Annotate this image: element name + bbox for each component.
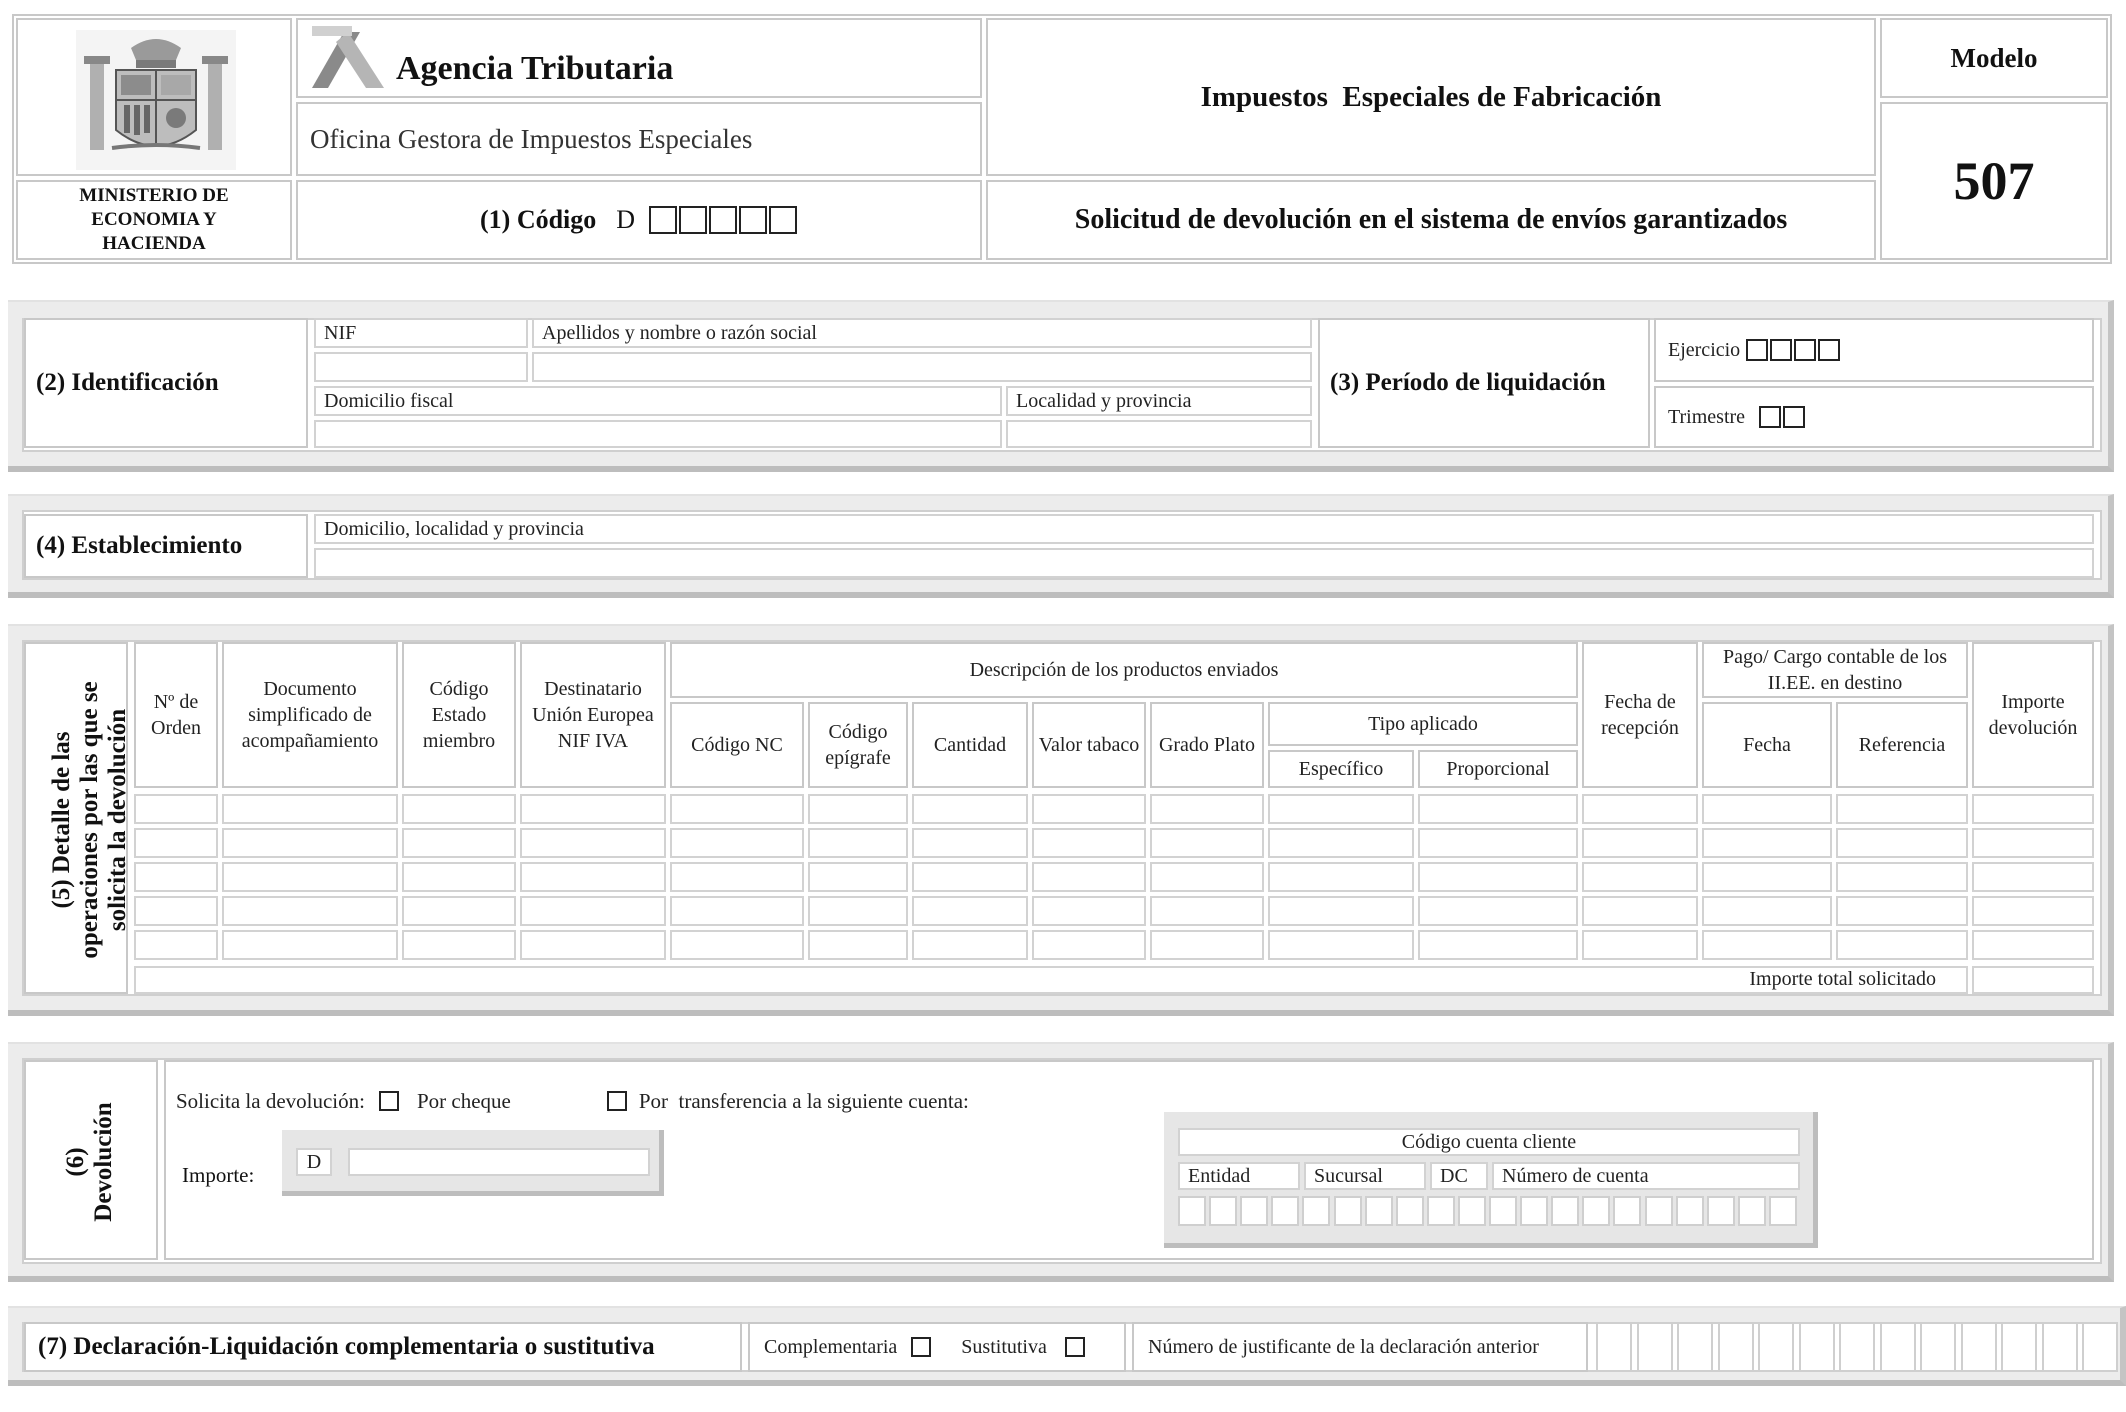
coat-of-arms-icon <box>76 30 236 170</box>
detalle-cell[interactable] <box>1702 896 1832 926</box>
complementaria-options <box>748 1322 1126 1372</box>
establecimiento-title: (4) Establecimiento <box>36 532 243 559</box>
detalle-cell[interactable] <box>134 862 218 892</box>
detalle-cell[interactable] <box>912 930 1028 960</box>
cuenta-digit[interactable] <box>1365 1196 1393 1226</box>
detalle-cell[interactable] <box>1150 794 1264 824</box>
importe-field[interactable] <box>348 1148 650 1176</box>
nif-label-box <box>314 318 528 348</box>
col-documento: Documento simplificado de acompañamiento <box>222 642 398 788</box>
total-field[interactable] <box>1972 966 2094 994</box>
detalle-cell[interactable] <box>402 794 516 824</box>
establecimiento-band <box>8 494 2114 598</box>
ejercicio-digit-4[interactable] <box>1818 339 1840 361</box>
agency-name: Agencia Tributaria <box>396 50 674 87</box>
detalle-cell[interactable] <box>402 862 516 892</box>
cuenta-digit[interactable] <box>1427 1196 1455 1226</box>
nombre-field[interactable] <box>532 352 1312 382</box>
detalle-cell[interactable] <box>1972 828 2094 858</box>
detalle-cell[interactable] <box>222 896 398 926</box>
dc-label: DC <box>1430 1162 1488 1190</box>
detalle-cell[interactable] <box>912 862 1028 892</box>
total-label-box <box>134 966 1968 994</box>
detalle-cell[interactable] <box>1268 794 1414 824</box>
detalle-cell[interactable] <box>912 896 1028 926</box>
col-cantidad: Cantidad <box>912 702 1028 788</box>
form-subtitle: Solicitud de devolución en el sistema de envíos garantizados <box>1074 204 1788 235</box>
col-importe: Importe devolución <box>1972 642 2094 788</box>
col-orden: Nº de Orden <box>134 642 218 788</box>
detalle-cell[interactable] <box>1582 930 1698 960</box>
establecimiento-field[interactable] <box>314 548 2094 578</box>
modelo-number: 507 <box>1953 151 2035 211</box>
detalle-cell[interactable] <box>1032 794 1146 824</box>
detalle-cell[interactable] <box>1150 828 1264 858</box>
detalle-cell[interactable] <box>808 862 908 892</box>
col-nc: Código NC <box>670 702 804 788</box>
cuenta-digit[interactable] <box>1396 1196 1424 1226</box>
localidad-field[interactable] <box>1006 420 1312 448</box>
entidad-label: Entidad <box>1178 1162 1300 1190</box>
detalle-cell[interactable] <box>1268 862 1414 892</box>
justificante-digit[interactable] <box>1758 1322 1794 1372</box>
cuenta-digit[interactable] <box>1582 1196 1610 1226</box>
detalle-cell[interactable] <box>1032 896 1146 926</box>
cuenta-digit[interactable] <box>1209 1196 1237 1226</box>
justificante-digit[interactable] <box>1880 1322 1916 1372</box>
devolucion-title-line-1: (6) <box>62 1147 89 1177</box>
detalle-cell[interactable] <box>912 794 1028 824</box>
ejercicio-digit-3[interactable] <box>1794 339 1816 361</box>
detalle-cell[interactable] <box>1418 862 1578 892</box>
detalle-cell[interactable] <box>1150 930 1264 960</box>
detalle-cell[interactable] <box>134 794 218 824</box>
office-name: Oficina Gestora de Impuestos Especiales <box>310 123 753 154</box>
detalle-cell[interactable] <box>1032 862 1146 892</box>
detalle-cell[interactable] <box>402 896 516 926</box>
devolucion-section <box>24 1060 158 1260</box>
transferencia-checkbox[interactable] <box>607 1091 627 1111</box>
importe-prefix: D <box>296 1148 332 1176</box>
cuenta-frame <box>1164 1112 1818 1248</box>
modelo-number-box <box>1880 102 2108 260</box>
detalle-cell[interactable] <box>1702 862 1832 892</box>
col-epigrafe: Código epígrafe <box>808 702 908 788</box>
form-title: Impuestos Especiales de Fabricación <box>1200 80 1662 113</box>
justificante-digit[interactable] <box>2042 1322 2078 1372</box>
importe-label: Importe: <box>182 1163 255 1187</box>
cuenta-digit[interactable] <box>1769 1196 1797 1226</box>
title-box <box>986 18 1876 176</box>
detalle-cell[interactable] <box>520 794 666 824</box>
detalle-cell[interactable] <box>1268 896 1414 926</box>
cheque-label: Por cheque <box>416 1088 511 1113</box>
col-valor: Valor tabaco <box>1032 702 1146 788</box>
cuenta-digit[interactable] <box>1334 1196 1362 1226</box>
detalle-cell[interactable] <box>912 828 1028 858</box>
periodo-title: (3) Período de liquidación <box>1330 369 1606 396</box>
cuenta-digit[interactable] <box>1738 1196 1766 1226</box>
nombre-label-box <box>532 318 1312 348</box>
detalle-cell[interactable] <box>520 896 666 926</box>
detalle-cell[interactable] <box>808 828 908 858</box>
trimestre-box <box>1654 386 2094 448</box>
office-box <box>296 102 982 176</box>
trimestre-digit-2[interactable] <box>1783 406 1805 428</box>
cuenta-digit[interactable] <box>1676 1196 1704 1226</box>
detalle-cell[interactable] <box>1150 896 1264 926</box>
col-grado: Grado Plato <box>1150 702 1264 788</box>
detalle-cell[interactable] <box>1702 930 1832 960</box>
detalle-title-line-3: solicita la devolución <box>104 708 131 932</box>
sucursal-label: Sucursal <box>1304 1162 1426 1190</box>
coat-of-arms-box <box>16 18 292 176</box>
complementaria-checkbox[interactable] <box>911 1337 931 1357</box>
detalle-cell[interactable] <box>1836 930 1968 960</box>
ejercicio-digit-1[interactable] <box>1746 339 1768 361</box>
justificante-digit[interactable] <box>1799 1322 1835 1372</box>
trimestre-label: Trimestre <box>1668 405 1746 428</box>
cuenta-digit[interactable] <box>1178 1196 1206 1226</box>
detalle-cell[interactable] <box>670 794 804 824</box>
detalle-cell[interactable] <box>1032 828 1146 858</box>
detalle-cell[interactable] <box>222 794 398 824</box>
col-referencia: Referencia <box>1836 702 1968 788</box>
complementaria-section <box>24 1322 742 1372</box>
detalle-cell[interactable] <box>1836 862 1968 892</box>
localidad-label-box <box>1006 386 1312 416</box>
devolucion-solicita-row <box>176 1086 969 1116</box>
justificante-digit[interactable] <box>1677 1322 1713 1372</box>
domicilio-field[interactable] <box>314 420 1002 448</box>
detalle-cell[interactable] <box>1582 794 1698 824</box>
identificacion-title: (2) Identificación <box>36 369 219 396</box>
detalle-cell[interactable] <box>402 930 516 960</box>
col-proporcional: Proporcional <box>1418 750 1578 788</box>
detalle-cell[interactable] <box>1268 930 1414 960</box>
codigo-label: (1) Código <box>480 205 597 234</box>
justificante-digit[interactable] <box>1637 1322 1673 1372</box>
col-estado: Código Estado miembro <box>402 642 516 788</box>
detalle-cell[interactable] <box>1418 930 1578 960</box>
justificante-label: Número de justificante de la declaración anterior <box>1148 1335 1539 1358</box>
cuenta-digit[interactable] <box>1645 1196 1673 1226</box>
codigo-box <box>296 180 982 260</box>
detalle-cell[interactable] <box>670 862 804 892</box>
detalle-cell[interactable] <box>222 828 398 858</box>
codigo-digit-2[interactable] <box>679 206 707 234</box>
detalle-cell[interactable] <box>1150 862 1264 892</box>
col-destinatario: Destinatario Unión Europea NIF IVA <box>520 642 666 788</box>
detalle-cell[interactable] <box>1582 896 1698 926</box>
detalle-cell[interactable] <box>1702 828 1832 858</box>
nif-field[interactable] <box>314 352 528 382</box>
cuenta-title: Código cuenta cliente <box>1178 1128 1800 1156</box>
detalle-cell[interactable] <box>134 896 218 926</box>
detalle-cell[interactable] <box>1836 828 1968 858</box>
col-pago: Pago/ Cargo contable de los II.EE. en destino <box>1702 642 1968 698</box>
detalle-cell[interactable] <box>808 794 908 824</box>
detalle-cell[interactable] <box>1836 794 1968 824</box>
agency-logo-icon <box>308 22 388 92</box>
detalle-cell[interactable] <box>402 828 516 858</box>
detalle-cell[interactable] <box>222 862 398 892</box>
nombre-label: Apellidos y nombre o razón social <box>542 322 817 344</box>
col-especifico: Específico <box>1268 750 1414 788</box>
detalle-cell[interactable] <box>1582 862 1698 892</box>
localidad-label: Localidad y provincia <box>1016 390 1192 412</box>
justificante-digit[interactable] <box>1718 1322 1754 1372</box>
detalle-cell[interactable] <box>670 828 804 858</box>
cuenta-digit[interactable] <box>1707 1196 1735 1226</box>
detalle-cell[interactable] <box>808 930 908 960</box>
codigo-digit-5[interactable] <box>769 206 797 234</box>
modelo-label-box <box>1880 18 2108 98</box>
detalle-cell[interactable] <box>670 896 804 926</box>
subtitle-box <box>986 180 1876 260</box>
sustitutiva-label: Sustitutiva <box>961 1335 1047 1358</box>
establecimiento-label: Domicilio, localidad y provincia <box>324 518 584 540</box>
establecimiento-section <box>24 514 308 578</box>
modelo-label: Modelo <box>1950 42 2038 73</box>
devolucion-title-line-2: Devolución <box>90 1102 117 1222</box>
col-fecha-recepcion: Fecha de recepción <box>1582 642 1698 788</box>
nif-label: NIF <box>324 322 357 344</box>
ejercicio-box <box>1654 318 2094 382</box>
codigo-digit-4[interactable] <box>739 206 767 234</box>
cuenta-digit[interactable] <box>1551 1196 1579 1226</box>
periodo-section <box>1318 318 1650 448</box>
col-tipo: Tipo aplicado <box>1268 702 1578 746</box>
ministry-box <box>16 180 292 260</box>
justificante-digit[interactable] <box>2001 1322 2037 1372</box>
numero-label: Número de cuenta <box>1492 1162 1800 1190</box>
detalle-cell[interactable] <box>1582 828 1698 858</box>
justificante-digit[interactable] <box>1596 1322 1632 1372</box>
detalle-cell[interactable] <box>1418 896 1578 926</box>
detalle-cell[interactable] <box>1972 794 2094 824</box>
importe-frame <box>282 1130 664 1196</box>
trimestre-digit-1[interactable] <box>1759 406 1781 428</box>
solicita-label: Solicita la devolución: <box>176 1088 365 1113</box>
ejercicio-digit-2[interactable] <box>1770 339 1792 361</box>
detalle-cell[interactable] <box>1836 896 1968 926</box>
detalle-cell[interactable] <box>670 930 804 960</box>
justificante-digit[interactable] <box>1961 1322 1997 1372</box>
detalle-cell[interactable] <box>222 930 398 960</box>
col-fecha: Fecha <box>1702 702 1832 788</box>
complementaria-label: Complementaria <box>764 1335 898 1358</box>
detalle-cell[interactable] <box>134 930 218 960</box>
identificacion-section <box>24 318 308 448</box>
detalle-cell[interactable] <box>1268 828 1414 858</box>
cuenta-digit[interactable] <box>1520 1196 1548 1226</box>
detalle-cell[interactable] <box>1972 896 2094 926</box>
detalle-cell[interactable] <box>1418 828 1578 858</box>
cuenta-digit[interactable] <box>1240 1196 1268 1226</box>
agency-box <box>296 18 982 98</box>
detalle-cell[interactable] <box>808 896 908 926</box>
cuenta-digit[interactable] <box>1489 1196 1517 1226</box>
detalle-cell[interactable] <box>1418 794 1578 824</box>
justificante-box <box>1132 1322 1588 1372</box>
cuenta-digit[interactable] <box>1271 1196 1299 1226</box>
detalle-cell[interactable] <box>134 828 218 858</box>
devolucion-title <box>62 1062 122 1262</box>
codigo-row <box>480 200 797 240</box>
domicilio-label-box <box>314 386 1002 416</box>
establecimiento-label-box <box>314 514 2094 544</box>
cuenta-digit[interactable] <box>1613 1196 1641 1226</box>
detalle-title <box>48 644 131 996</box>
detalle-cell[interactable] <box>1972 862 2094 892</box>
col-descripcion: Descripción de los productos enviados <box>670 642 1578 698</box>
codigo-digit-3[interactable] <box>709 206 737 234</box>
detalle-cell[interactable] <box>520 862 666 892</box>
detalle-title-line-1: (5) Detalle de las <box>48 731 75 909</box>
domicilio-label: Domicilio fiscal <box>324 390 454 412</box>
ministry-name: MINISTERIO DE ECONOMIA Y HACIENDA <box>79 185 229 254</box>
cheque-checkbox[interactable] <box>379 1091 399 1111</box>
sustitutiva-checkbox[interactable] <box>1065 1337 1085 1357</box>
detalle-title-line-2: operaciones por las que se <box>76 681 103 959</box>
cuenta-digit[interactable] <box>1302 1196 1330 1226</box>
justificante-digit[interactable] <box>1839 1322 1875 1372</box>
detalle-section <box>24 642 131 994</box>
total-label: Importe total solicitado <box>1749 968 1936 990</box>
detalle-cell[interactable] <box>1032 930 1146 960</box>
detalle-cell[interactable] <box>1702 794 1832 824</box>
justificante-digit[interactable] <box>2082 1322 2118 1372</box>
justificante-digit[interactable] <box>1920 1322 1956 1372</box>
transferencia-label: Por transferencia a la siguiente cuenta: <box>638 1088 969 1113</box>
detalle-cell[interactable] <box>520 930 666 960</box>
detalle-cell[interactable] <box>520 828 666 858</box>
codigo-digit-1[interactable] <box>649 206 677 234</box>
ejercicio-label: Ejercicio <box>1668 338 1741 361</box>
detalle-cell[interactable] <box>1972 930 2094 960</box>
codigo-prefix: D <box>616 205 636 234</box>
complementaria-title: (7) Declaración-Liquidación complementaria o sustitutiva <box>38 1333 655 1360</box>
cuenta-digit[interactable] <box>1458 1196 1486 1226</box>
